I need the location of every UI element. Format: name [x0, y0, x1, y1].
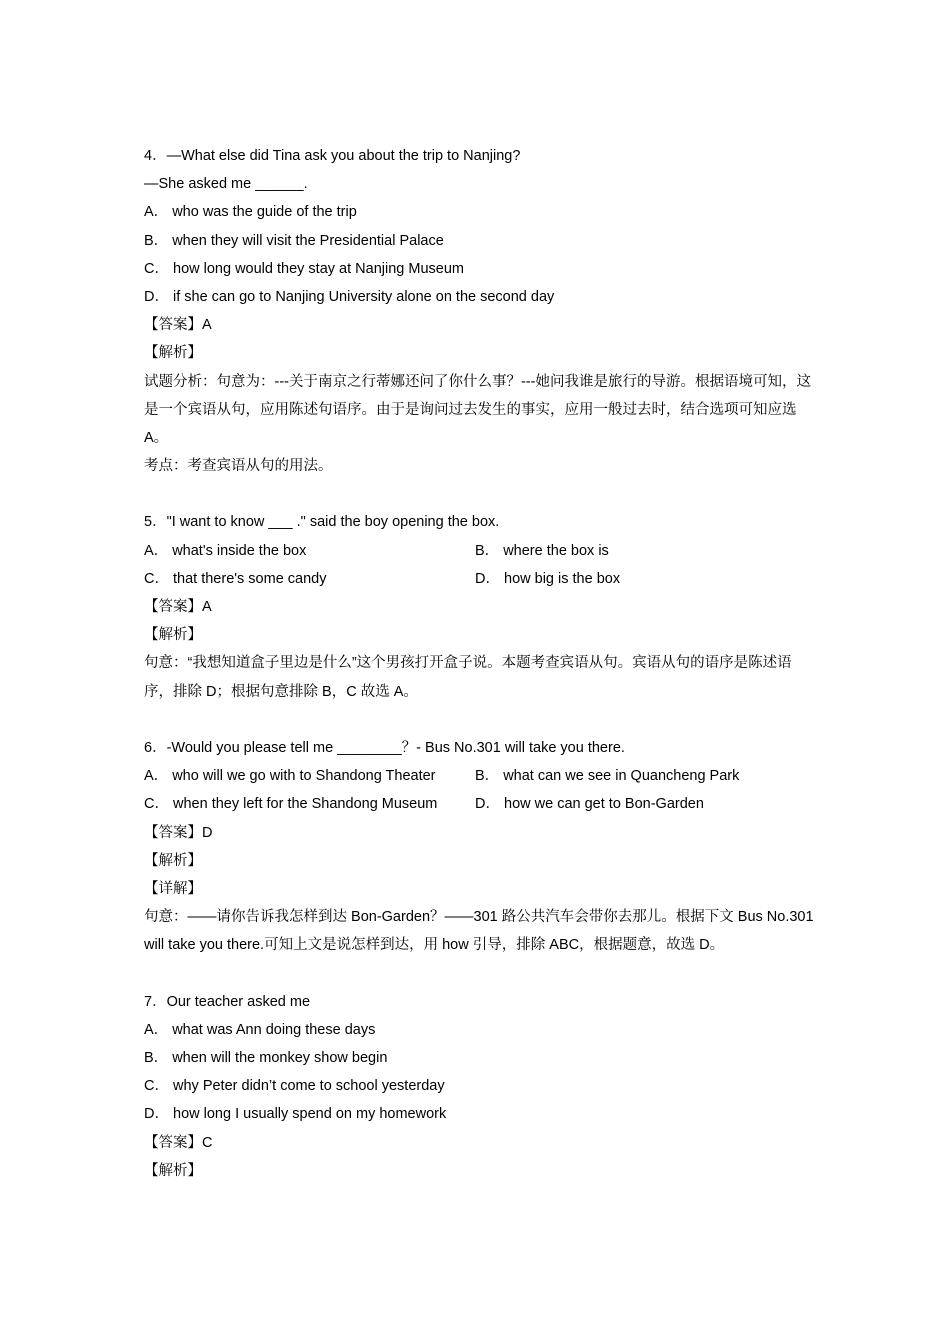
option-d: D． how long I usually spend on my homework [144, 1106, 447, 1123]
option-a: A． what was Ann doing these days [144, 1021, 376, 1038]
analysis-text: 句意：——请你告诉我怎样到达 Bon-Garden？——301 路公共汽车会带你去那儿。根据下文 Bus No.301 will take you there.可知上文是说怎样到达，用 how 引导，排除 ABC，根据题意，故选 D。 [144, 909, 814, 954]
option-d: D． how we can get to Bon-Garden [475, 796, 704, 813]
option-a: A． who was the guide of the trip [144, 204, 357, 221]
document-page [144, 142, 814, 1185]
detail-label: 【详解】 [144, 880, 202, 897]
question-stem: 6．-Would you please tell me ________？- Bus No.301 will take you there. [144, 740, 625, 757]
question-stem: 4．—What else did Tina ask you about the trip to Nanjing? [144, 148, 521, 164]
option-a: A． who will we go with to Shandong Theater [144, 768, 436, 785]
analysis-label: 【解析】 [144, 852, 202, 869]
answer: 【答案】A [144, 599, 212, 616]
spacer [144, 706, 814, 734]
option-d: D． how big is the box [475, 570, 621, 587]
analysis-text: 句意：“我想知道盒子里边是什么”这个男孩打开盒子说。本题考查宾语从句。宾语从句的语序是陈述语序，排除 D；根据句意排除 B，C 故选 A。 [144, 655, 792, 700]
analysis-label: 【解析】 [144, 345, 202, 362]
question-6 [144, 734, 814, 960]
question-stem-reply: —She asked me ______. [144, 176, 308, 193]
answer: 【答案】C [144, 1134, 213, 1151]
option-row [144, 537, 814, 565]
option-c: C． why Peter didn’t come to school yesterday [144, 1078, 445, 1095]
analysis-text: 试题分析：句意为：---关于南京之行蒂娜还问了你什么事？---她问我谁是旅行的导游。根据语境可知，这是一个宾语从句，应用陈述句语序。由于是询问过去发生的事实，应用一般过去时，结合选项可知应选 A。 [144, 373, 811, 446]
analysis-label: 【解析】 [144, 1162, 202, 1179]
question-stem: 7．Our teacher asked me [144, 993, 311, 1010]
test-point: 考点：考查宾语从句的用法。 [144, 458, 333, 475]
option-b: B． when will the monkey show begin [144, 1050, 388, 1067]
answer: 【答案】A [144, 317, 212, 334]
option-row [144, 565, 814, 593]
option-row [144, 790, 814, 818]
option-row [144, 762, 814, 790]
option-c: C． when they left for the Shandong Museum [144, 796, 438, 813]
option-b: B． where the box is [475, 542, 609, 559]
spacer [144, 960, 814, 988]
option-a: A． what's inside the box [144, 542, 307, 559]
option-c: C． that there's some candy [144, 570, 327, 587]
analysis-label: 【解析】 [144, 627, 202, 644]
question-7 [144, 988, 814, 1185]
option-b: B． when they will visit the Presidential Palace [144, 232, 444, 249]
answer: 【答案】D [144, 824, 213, 841]
spacer [144, 480, 814, 508]
question-stem: 5．"I want to know ___ ." said the boy opening the box. [144, 514, 500, 531]
option-c: C． how long would they stay at Nanjing Museum [144, 260, 464, 277]
question-5 [144, 508, 814, 705]
option-b: B． what can we see in Quancheng Park [475, 768, 740, 785]
question-4 [144, 142, 814, 480]
option-d: D． if she can go to Nanjing University alone on the second day [144, 288, 555, 305]
